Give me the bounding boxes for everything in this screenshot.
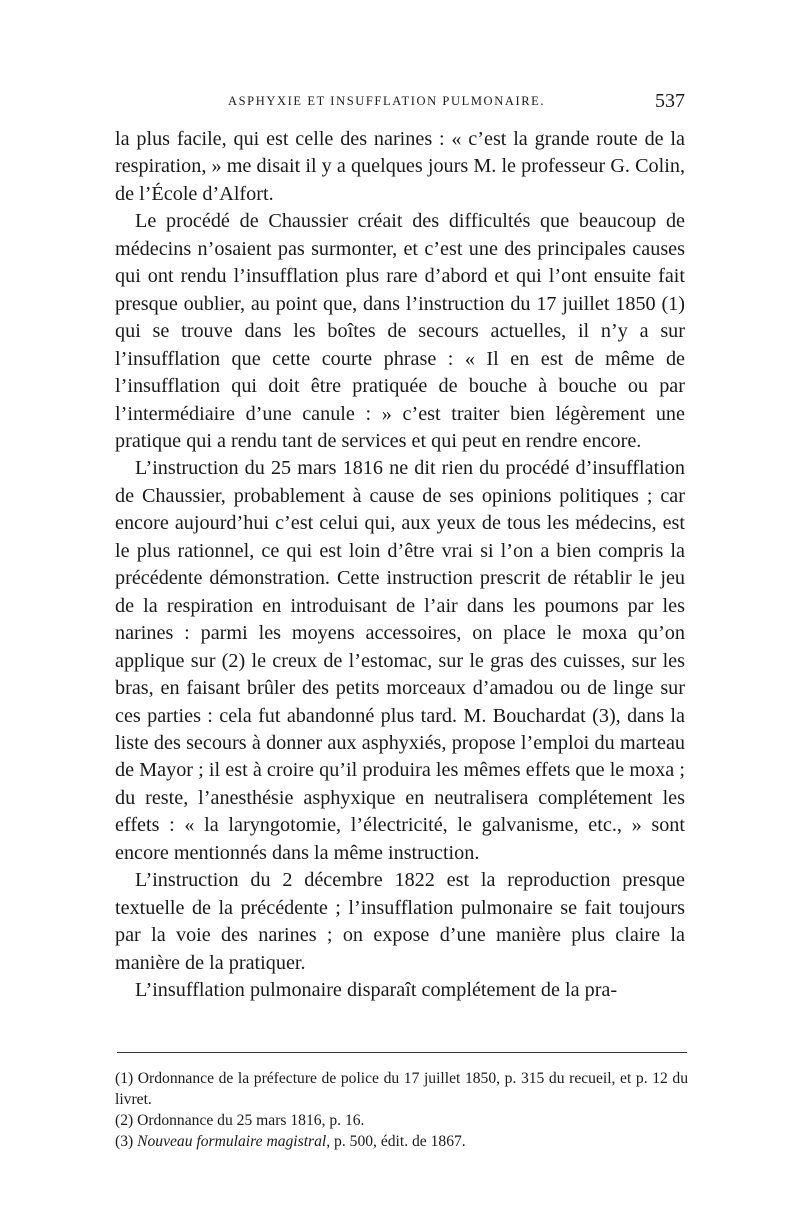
paragraph: Le procédé de Chaussier créait des difficultés que beaucoup de médecins n’osaient pas surmonter, et c’est une des principales causes qui ont rendu l’insufflation plus rare d’abord et qui l’ont ensuite fait presque oublier, au point que, dans l’instruction du 17 juillet 1850 (1) qui se trouve dans les boîtes de secours actuelles, il n’y a sur l’insufflation que cette courte phrase : « Il en est de même de l’insufflation qui doit être pratiquée de bouche à bouche ou par l’intermédiaire d’une canule : » c’est traiter bien légèrement une pratique qui a rendu tant de services et qui peut en rendre encore. <box>115 210 685 452</box>
paragraph: la plus facile, qui est celle des narines : « c’est la grande route de la respiration, » me disait il y a quelques jours M. le professeur G. Colin, de l’École d’Alfort. <box>115 128 685 205</box>
paragraph: L’instruction du 2 décembre 1822 est la reproduction presque textuelle de la précédente ; l’insufflation pulmonaire se fait toujours par la voie des narines ; on expose d’une manière plus claire la manière de la pratiquer. <box>115 869 685 974</box>
footnote-3-number: (3) <box>115 1133 134 1150</box>
footnote-1: (1) Ordonnance de la préfecture de police du 17 juillet 1850, p. 315 du recueil, et p. 12 du livret. <box>115 1070 688 1108</box>
body-text <box>115 126 685 1005</box>
footnote-3 <box>115 1131 688 1152</box>
page-header <box>115 90 685 116</box>
footnote-3-rest: p. 500, édit. de 1867. <box>334 1133 466 1150</box>
footnote-2: (2) Ordonnance du 25 mars 1816, p. 16. <box>115 1112 365 1129</box>
footnotes <box>115 1068 688 1152</box>
running-head: ASPHYXIE ET INSUFFLATION PULMONAIRE. <box>228 94 546 108</box>
footnote-divider <box>117 1052 687 1053</box>
paragraph: L’instruction du 25 mars 1816 ne dit rien du procédé d’insufflation de Chaussier, probablement à cause de ses opinions politiques ; car encore aujourd’hui c’est celui qui, aux yeux de tous les médecins, est le plus rationnel, ce qui est loin d’être vrai si l’on a bien compris la précédente démonstration. Cette instruction prescrit de rétablir le jeu de la respiration en introduisant de l’air dans les poumons par les narines : parmi les moyens accessoires, on place le moxa qu’on applique sur (2) le creux de l’estomac, sur le gras des cuisses, sur les bras, en faisant brûler des petits morceaux d’amadou ou de linge sur ces parties : cela fut abandonné plus tard. M. Bouchardat (3), dans la liste des secours à donner aux asphyxiés, propose l’emploi du marteau de Mayor ; il est à croire qu’il produira les mêmes effets que le moxa ; du reste, l’anesthésie asphyxique en neutralisera complétement les effets : « la laryngotomie, l’électricité, le galvanisme, etc., » sont encore mentionnés dans la même instruction. <box>115 457 685 864</box>
paragraph: L’insufflation pulmonaire disparaît complétement de la pra- <box>135 979 618 1002</box>
footnote-3-title: Nouveau formulaire magistral, <box>137 1133 331 1150</box>
page-number: 537 <box>655 90 685 112</box>
